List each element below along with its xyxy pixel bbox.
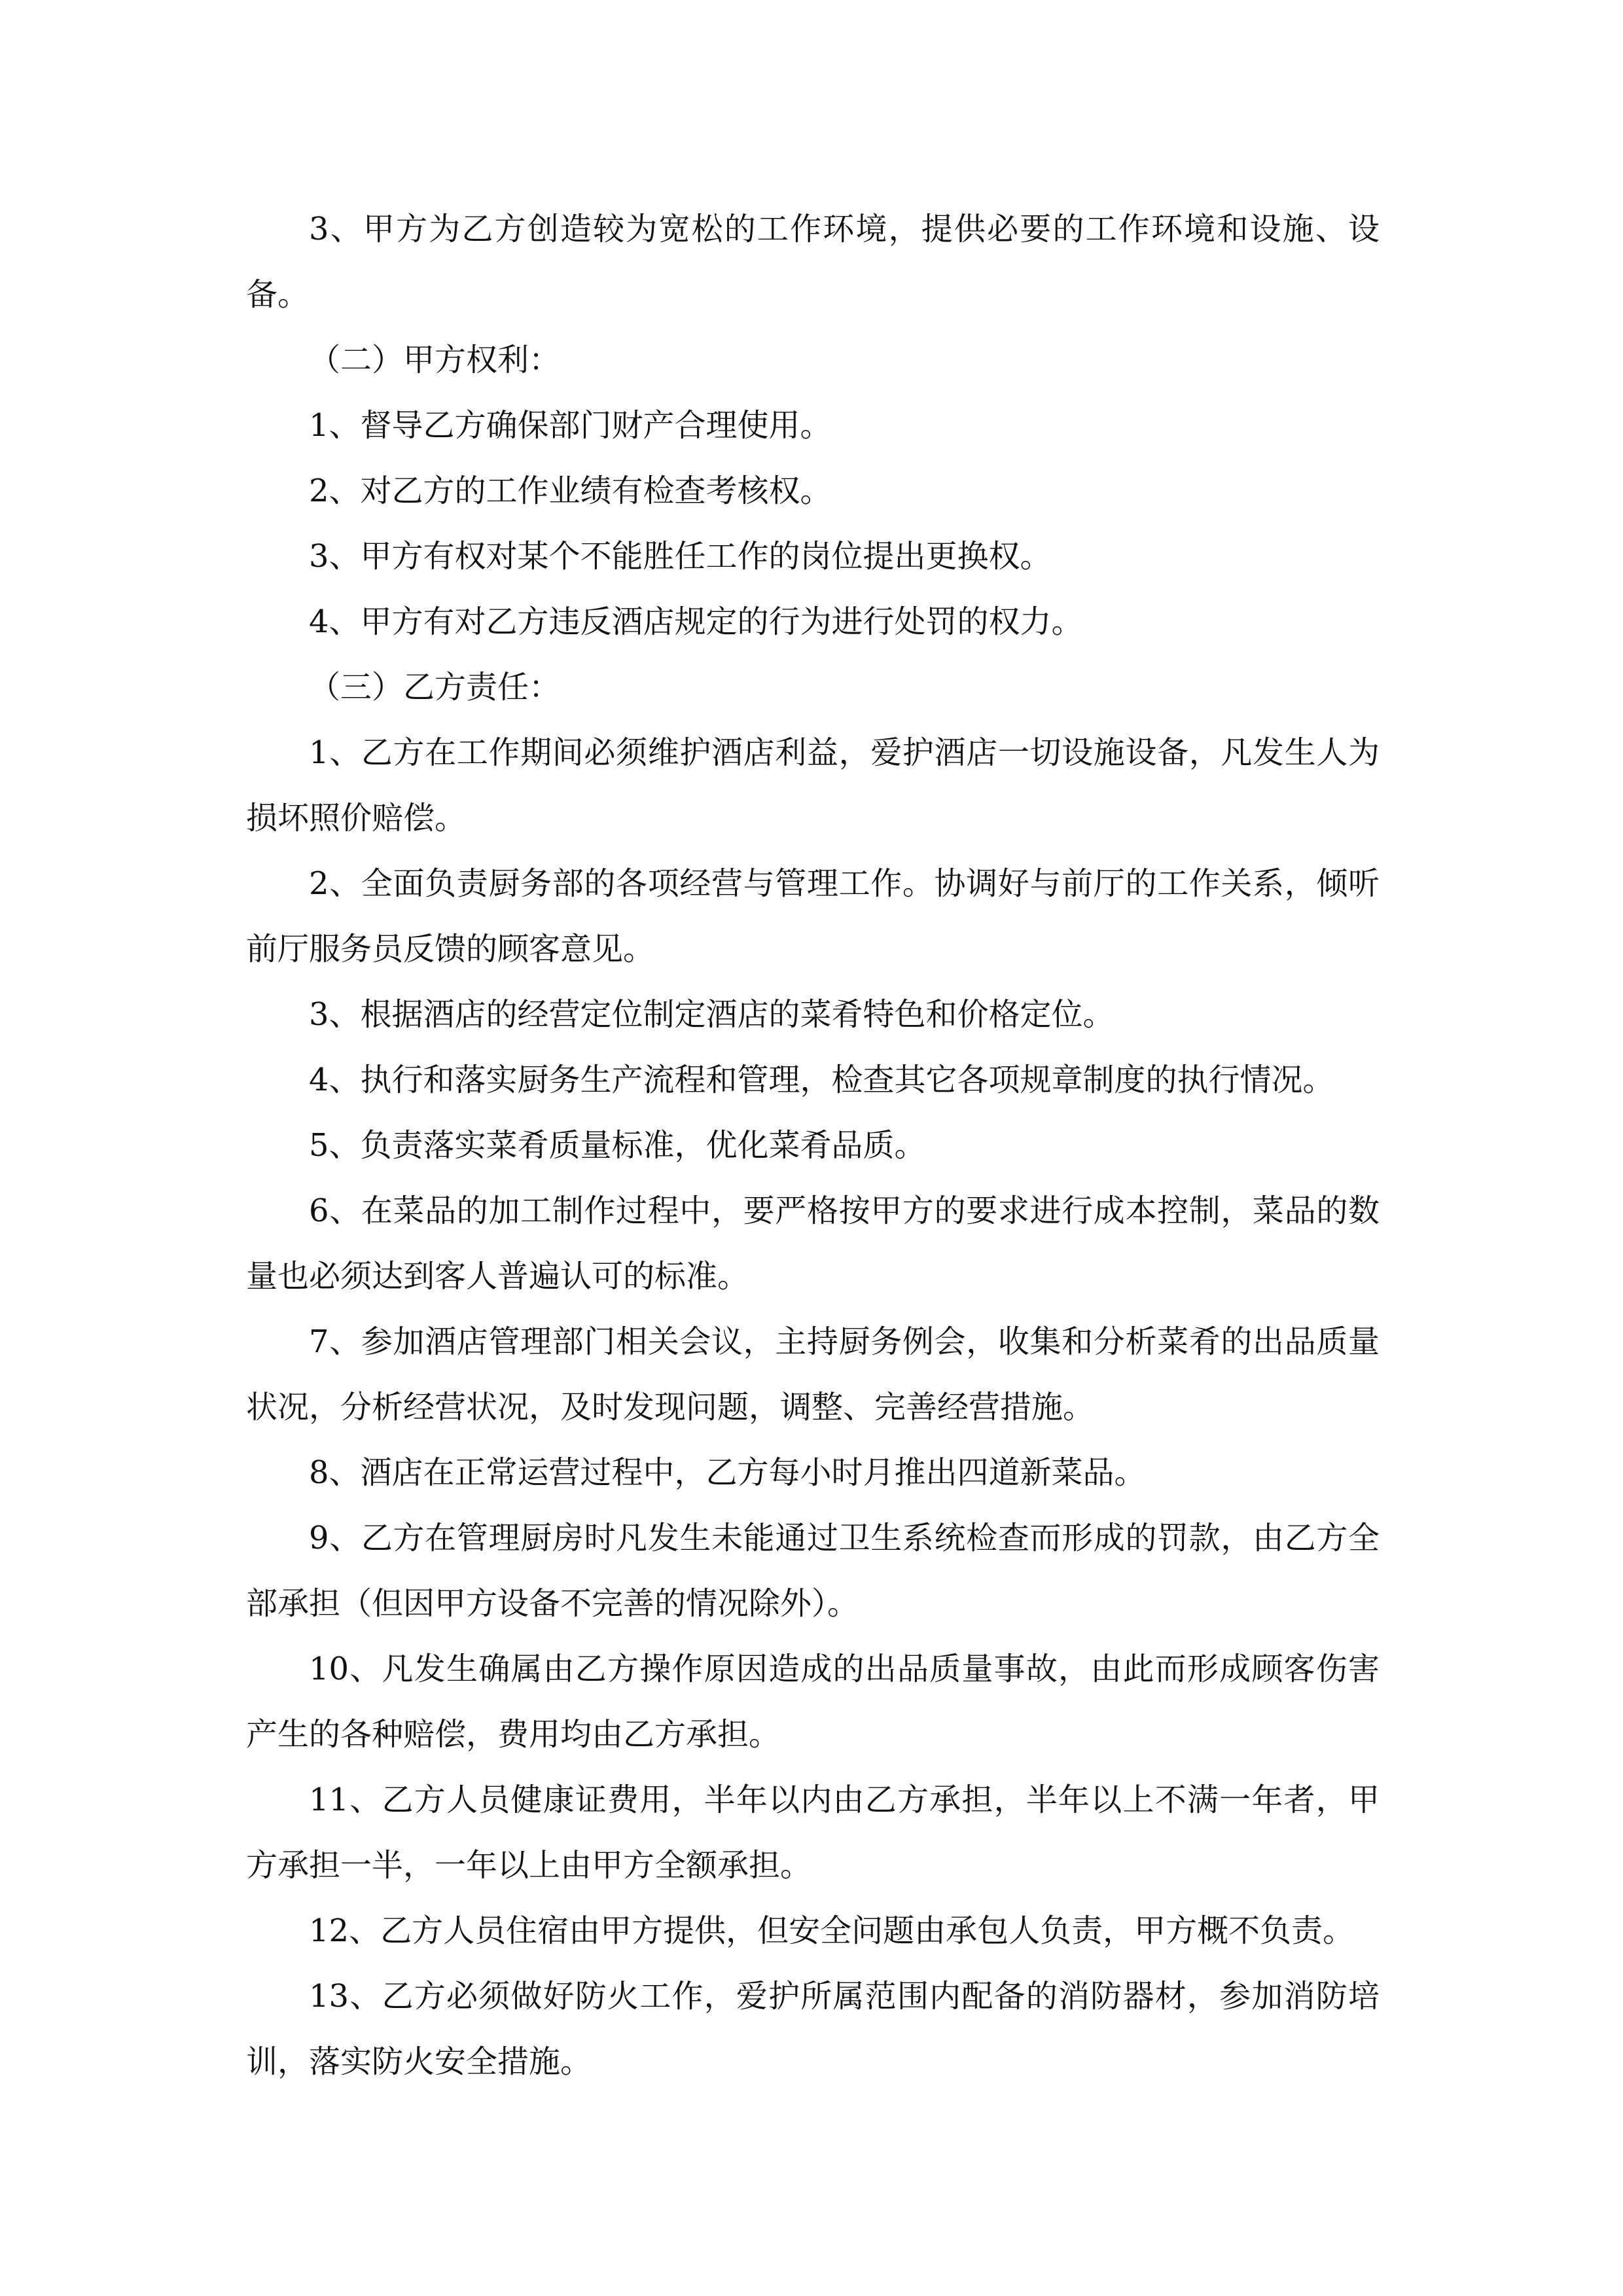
paragraph-party-a-obligation-3: 3、甲方为乙方创造较为宽松的工作环境，提供必要的工作环境和设施、设备。 bbox=[246, 211, 1380, 313]
paragraph-party-b-duty-10: 10、凡发生确属由乙方操作原因造成的出品质量事故，由此而形成顾客伤害产生的各种赔偿，费用均由乙方承担。 bbox=[246, 1651, 1380, 1753]
paragraph-party-b-duty-8: 8、酒店在正常运营过程中，乙方每小时月推出四道新菜品。 bbox=[309, 1454, 1146, 1491]
paragraph-party-b-duty-7: 7、参加酒店管理部门相关会议，主持厨务例会，收集和分析菜肴的出品质量状况，分析经营状况，及时发现问题，调整、完善经营措施。 bbox=[246, 1323, 1380, 1426]
section-heading-party-a-rights: （二）甲方权利： bbox=[309, 342, 561, 378]
paragraph-party-b-duty-3: 3、根据酒店的经营定位制定酒店的菜肴特色和价格定位。 bbox=[309, 996, 1115, 1033]
paragraph-party-b-duty-5: 5、负责落实菜肴质量标准，优化菜肴品质。 bbox=[309, 1127, 926, 1164]
paragraph-party-b-duty-4: 4、执行和落实厨务生产流程和管理，检查其它各项规章制度的执行情况。 bbox=[309, 1062, 1334, 1098]
paragraph-party-b-duty-6: 6、在菜品的加工制作过程中，要严格按甲方的要求进行成本控制，菜品的数量也必须达到客人普遍认可的标准。 bbox=[246, 1193, 1380, 1295]
paragraph-party-b-duty-9: 9、乙方在管理厨房时凡发生未能通过卫生系统检查而形成的罚款，由乙方全部承担（但因甲方设备不完善的情况除外）。 bbox=[246, 1520, 1380, 1622]
paragraph-party-a-right-4: 4、甲方有对乙方违反酒店规定的行为进行处罚的权力。 bbox=[309, 603, 1083, 640]
paragraph-party-b-duty-12: 12、乙方人员住宿由甲方提供，但安全问题由承包人负责，甲方概不负责。 bbox=[309, 1912, 1355, 1949]
paragraph-party-a-right-3: 3、甲方有权对某个不能胜任工作的岗位提出更换权。 bbox=[309, 538, 1052, 575]
paragraph-party-b-duty-13: 13、乙方必须做好防火工作，爱护所属范围内配备的消防器材，参加消防培训，落实防火安全措施。 bbox=[246, 1978, 1380, 2080]
paragraph-party-a-right-2: 2、对乙方的工作业绩有检查考核权。 bbox=[309, 473, 832, 509]
section-heading-party-b-responsibilities: （三）乙方责任： bbox=[309, 669, 561, 706]
paragraph-party-b-duty-1: 1、乙方在工作期间必须维护酒店利益，爱护酒店一切设施设备，凡发生人为损坏照价赔偿。 bbox=[246, 734, 1380, 836]
paragraph-party-b-duty-2: 2、全面负责厨务部的各项经营与管理工作。协调好与前厅的工作关系，倾听前厅服务员反馈的顾客意见。 bbox=[246, 865, 1380, 967]
paragraph-party-a-right-1: 1、督导乙方确保部门财产合理使用。 bbox=[309, 407, 832, 444]
paragraph-party-b-duty-11: 11、乙方人员健康证费用，半年以内由乙方承担，半年以上不满一年者，甲方承担一半，一年以上由甲方全额承担。 bbox=[246, 1782, 1380, 1884]
document-body bbox=[246, 196, 1380, 2094]
